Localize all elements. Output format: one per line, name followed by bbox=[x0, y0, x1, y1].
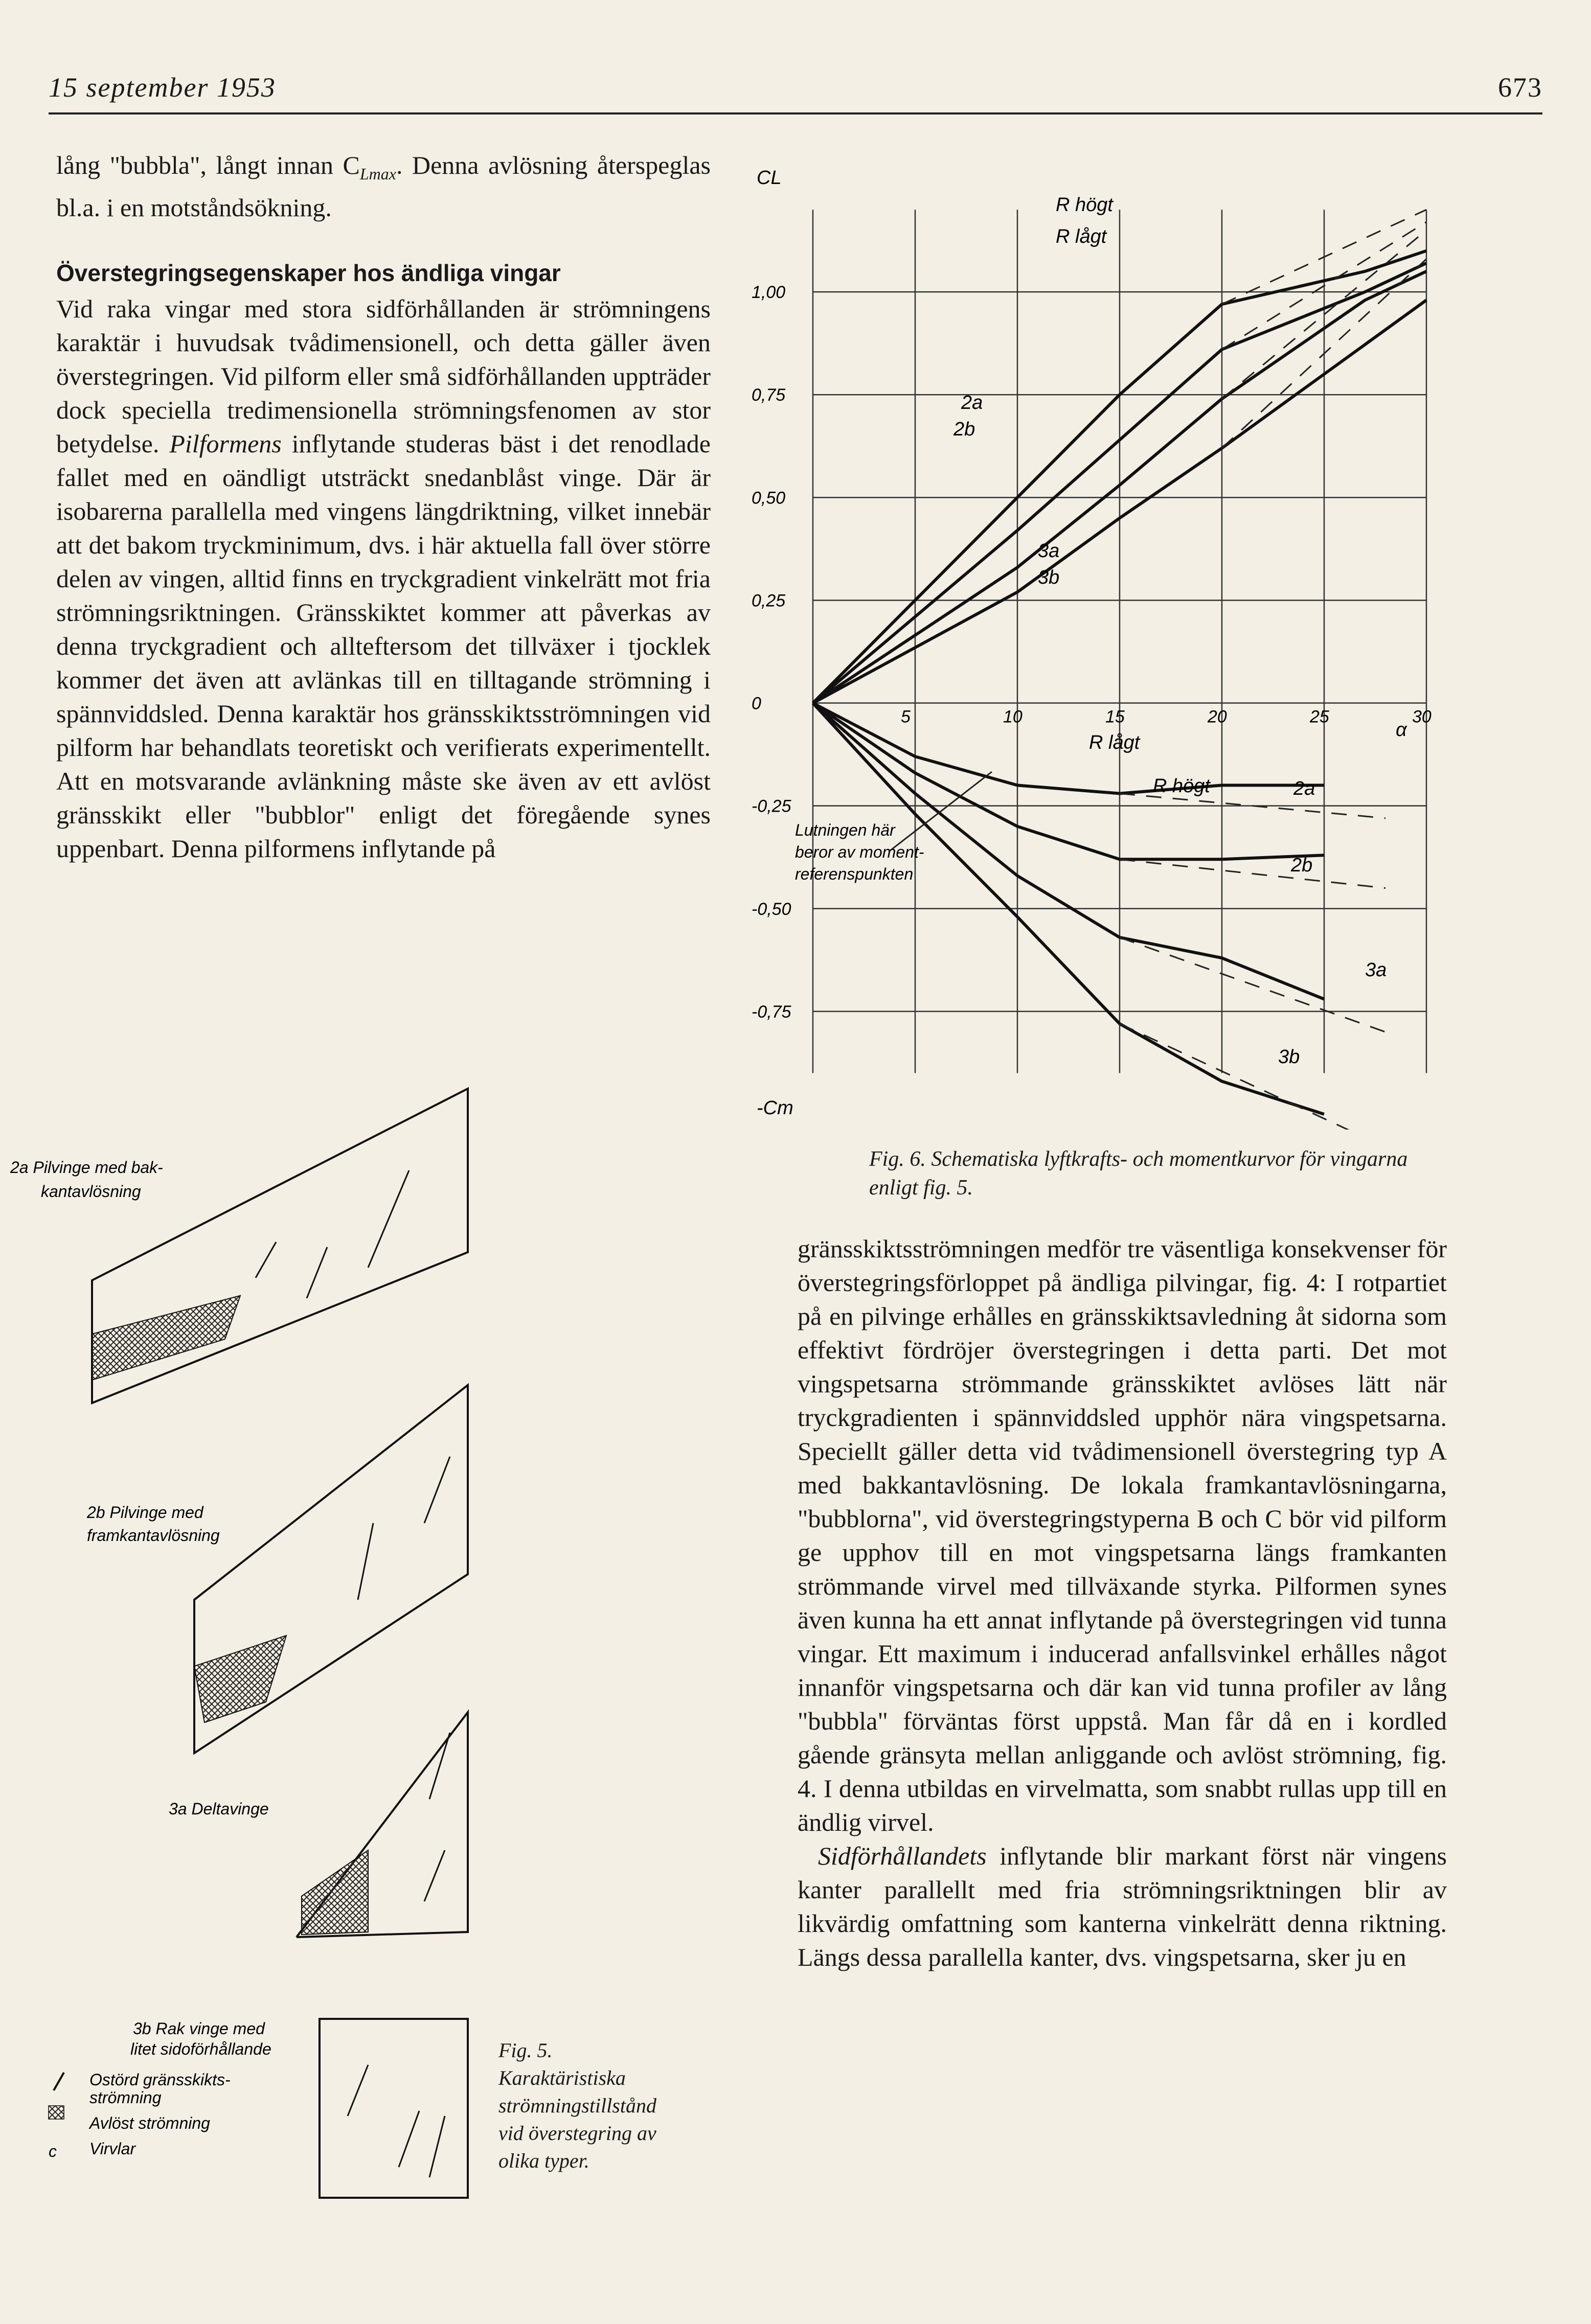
wing-3b bbox=[320, 2019, 468, 2198]
label-2b-line2: framkantavlösning bbox=[87, 1526, 220, 1545]
x-tick-label: 10 bbox=[1003, 707, 1022, 727]
issue-date: 15 september 1953 bbox=[49, 72, 276, 103]
body-paragraph-right-2: Sidförhållandets inflytande blir markant först när vingens kanter parallellt med fria strömningsriktningen blir av likvärdig omfattning som kanterna vinkelrätt denna riktning. Längs dessa parallella kanter, dvs. vingspetsarna, sker ju en bbox=[798, 1842, 1447, 1971]
x-tick-label: 5 bbox=[901, 707, 911, 727]
label-3b-line2: litet sidoförhållande bbox=[130, 2040, 271, 2058]
x-tick-label: 25 bbox=[1310, 707, 1329, 727]
label-cm-3b: 3b bbox=[1278, 1046, 1300, 1068]
wing-2a bbox=[92, 1089, 468, 1403]
y-tick-label: 0,25 bbox=[752, 591, 786, 611]
label-r-hogt-bottom: R högt bbox=[1153, 775, 1210, 797]
page-header bbox=[49, 72, 1542, 114]
legend-item1-line1: Ostörd gränsskikts- bbox=[89, 2070, 231, 2089]
legend-hatch-icon bbox=[49, 2106, 64, 2119]
label-3b-line1: 3b Rak vinge med bbox=[133, 2019, 265, 2038]
legend-item3: Virvlar bbox=[89, 2139, 136, 2158]
legend-item2: Avlöst strömning bbox=[89, 2114, 210, 2132]
body-paragraph-right: gränsskiktsströmningen medför tre väsentliga konsekvenser för överstegringsförloppet på ändliga pilvingar, fig. 4: I rotpartiet på en pilvinge erhålles en gränsskiktsavledning åt sidorna som effektivt fördröjer överstegringen i detta parti. Det mot vingspetsarna strömmande gränsskiktet avlöses lätt när tryckgradienten i spännviddsled upphör nära vingspetsarna. Speciellt gäller detta vid tvådimensionell överstegring typ A med bakkantavlösning. De lokala framkantavlösningarna, "bubblorna", vid överstegringstyperna B och C bör vid pilform ge upphov till en mot vingspetsarna längs framkanten strömmande virvel med tillväxande styrka. Pilformen synes även kunna ha ett annat inflytande på överstegringen vid tunna vingar. Ett maximum i inducerad anfallsvinkel erhålles något innanför vingspetsarna och där kan vid tunna profiler av lång "bubbla" förväntas först uppstå. Man får då en i kordled gående gränsyta mellan anliggande och avlöst strömning, fig. 4. I denna utbildas en virvelmatta, som snabbt rullas upp till en ändlig virvel. bbox=[798, 1234, 1447, 1836]
x-tick-label: 20 bbox=[1208, 707, 1227, 727]
label-2a-line2: kantavlösning bbox=[41, 1182, 141, 1201]
x-tick-labels bbox=[901, 707, 1431, 727]
legend-arrow-icon bbox=[54, 2073, 64, 2090]
label-r-hogt-top: R högt bbox=[1056, 194, 1113, 216]
label-cm-3a: 3a bbox=[1365, 959, 1387, 981]
fig5-caption: Fig. 5. Karaktäristiska strömningstillstånd vid överstegring av olika typer. bbox=[498, 2039, 656, 2172]
x-tick-label: 15 bbox=[1105, 707, 1125, 727]
label-3a: 3a bbox=[1038, 540, 1060, 562]
fig6-caption: Fig. 6. Schematiska lyftkrafts- och momentkurvor för vingarna enligt fig. 5. bbox=[869, 1147, 1408, 1200]
note-line-1: Lutningen här bbox=[795, 821, 895, 839]
note-line-2: beror av moment- bbox=[795, 843, 924, 861]
note-line-3: referenspunkten bbox=[795, 865, 914, 883]
chart-dashed-curves bbox=[1120, 210, 1426, 1130]
label-2b: 2b bbox=[953, 419, 975, 440]
label-r-lagt-top: R lågt bbox=[1056, 226, 1107, 247]
section-heading: Överstegringsegenskaper hos ändliga vingar bbox=[56, 260, 561, 286]
label-2a: 2a bbox=[961, 392, 983, 413]
y-tick-label: 0 bbox=[752, 694, 761, 714]
y-tick-label: 1,00 bbox=[752, 283, 786, 303]
fig6-chart bbox=[736, 143, 1462, 1130]
y-tick-label: -0,25 bbox=[752, 796, 791, 816]
y-tick-label: 0,50 bbox=[752, 488, 786, 508]
x-tick-label: 30 bbox=[1412, 707, 1431, 727]
label-cm-2a: 2a bbox=[1293, 778, 1315, 799]
wing-2b bbox=[194, 1385, 468, 1753]
body-paragraph: Vid raka vingar med stora sidförhållanden är strömningens karaktär i huvudsak tvådimensionell, och detta gäller även överstegringen. Vid pilform eller små sidförhållanden uppträder dock speciella tredimensionella strömningsfenomen av stor betydelse. Pilformens inflytande studeras bäst i det renodlade fallet med en oändligt utsträckt snedanblåst vinge. Där är isobarerna parallella med vingens längdriktning, vilket innebär att det bakom tryckminimum, dvs. i här aktuella fall över större delen av vingen, alltid finns en tryckgradient vinkelrätt mot fria strömningsriktningen. Gränsskiktet kommer att påverkas av denna tryckgradient och allteftersom det tillväxer i tjocklek kommer det även att avlänkas till en tilltagande strömning i spännviddsled. Denna karaktär hos gränsskiktsströmningen vid pilform har behandlats teoretiskt och verifierats experimentellt. Att en motsvarande avlänkning måste ske även av ett avlöst gränsskikt eller "bubblor" enligt det föregående synes uppenbart. Denna pilformens inflytande på bbox=[56, 294, 711, 863]
series-dashed-line bbox=[1120, 1024, 1385, 1130]
label-3a: 3a Deltavinge bbox=[169, 1800, 269, 1818]
x-axis-title: α bbox=[1396, 719, 1407, 741]
y-axis-title-cl: CL bbox=[757, 167, 782, 189]
label-cm-2b: 2b bbox=[1291, 855, 1313, 876]
y-tick-labels bbox=[752, 283, 791, 1022]
label-2a-line1: 2a Pilvinge med bak- bbox=[10, 1158, 163, 1177]
series-line bbox=[813, 703, 1324, 794]
y-axis-title-cm: -Cm bbox=[757, 1097, 793, 1119]
intro-paragraph: lång "bubbla", långt innan $C_{Lmax}$. Denna avlösning återspeglas bl.a. i en motståndsökning. bbox=[56, 151, 711, 222]
legend-vortex-icon: c bbox=[49, 2142, 57, 2160]
legend-item1-line2: strömning bbox=[89, 2088, 162, 2107]
y-tick-label: -0,75 bbox=[752, 1002, 791, 1022]
left-column bbox=[56, 148, 711, 865]
label-r-lagt-bottom: R lågt bbox=[1089, 732, 1140, 753]
series-dashed-line bbox=[1120, 937, 1385, 1032]
y-tick-label: -0,50 bbox=[752, 899, 791, 919]
label-3b: 3b bbox=[1038, 567, 1060, 588]
wing-3a bbox=[297, 1712, 468, 1937]
page-number: 673 bbox=[1498, 72, 1542, 103]
fig5-legend bbox=[49, 2070, 231, 2160]
series-dashed-line bbox=[1120, 859, 1385, 888]
label-2b-line1: 2b Pilvinge med bbox=[87, 1503, 203, 1522]
fig5-diagram bbox=[0, 1063, 511, 2239]
y-tick-label: 0,75 bbox=[752, 385, 786, 405]
right-column bbox=[798, 1232, 1447, 1974]
